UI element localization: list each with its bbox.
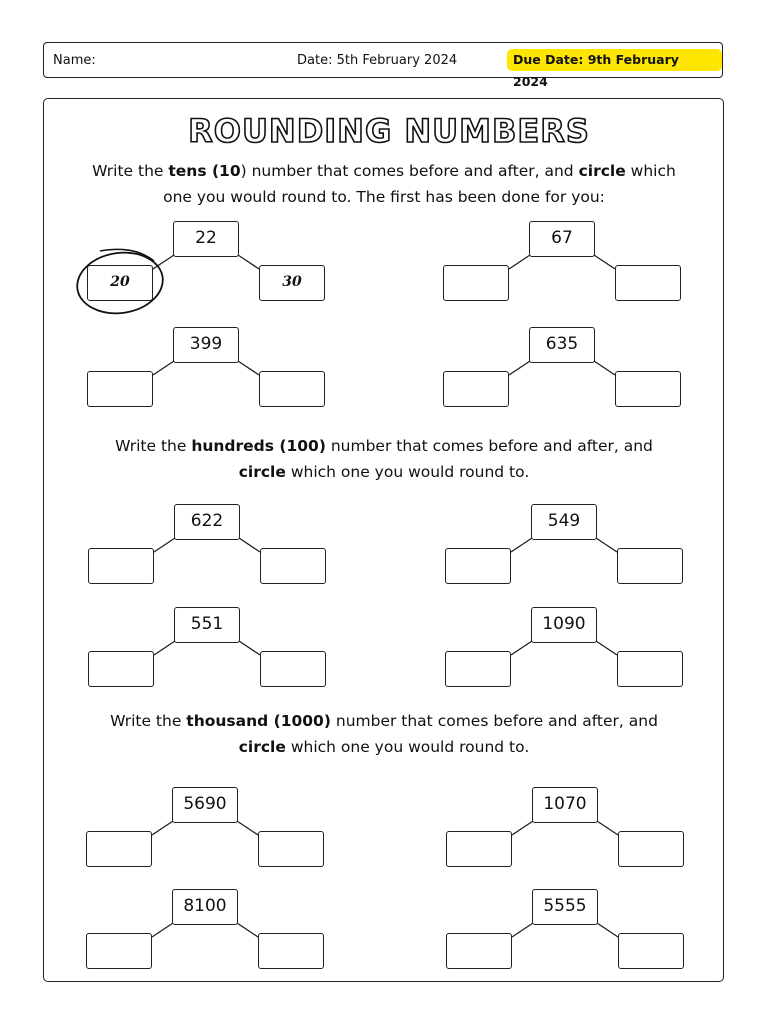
before-answer [443,371,509,407]
rounding-tree [88,607,328,697]
before-answer [443,265,509,301]
before-answer: 20 [110,274,130,290]
instr-text: number that comes before and after, and [330,712,658,730]
date-label: Date: 5th February 2024 [297,53,458,68]
after-answer [618,831,684,867]
rounding-tree [443,221,683,311]
number-value: 5690 [183,794,227,814]
after-answer [615,265,681,301]
number-value: 1070 [543,794,587,814]
rounding-tree [443,327,683,417]
before-answer [88,651,154,687]
instr-text: number that comes before and after, and [325,437,653,455]
rounding-tree [445,504,685,594]
rounding-tree [446,787,686,877]
rounding-tree [87,221,327,311]
before-answer [86,831,152,867]
number-value: 22 [195,228,217,248]
instruction-hundreds [90,433,678,485]
rounding-tree [86,787,326,877]
before-answer [446,933,512,969]
instr-text: Write the [110,712,187,730]
before-answer [87,371,153,407]
rounding-tree [86,889,326,979]
worksheet-title [0,106,768,152]
after-answer [258,933,324,969]
instr-bold: hundreds (100) [191,437,326,455]
before-answer [88,548,154,584]
instruction-tens [90,158,678,210]
before-answer [86,933,152,969]
instr-bold: thousand (1000) [186,712,331,730]
instr-bold: circle [238,738,286,756]
number-value: 8100 [183,896,227,916]
number-value: 1090 [542,614,586,634]
after-answer [258,831,324,867]
after-answer [260,651,326,687]
instr-text: which one you would round to. The first has been done for you: [163,162,676,206]
name-field-label[interactable]: Name: [53,53,96,68]
instr-bold: circle [238,463,286,481]
rounded-choice-circle [87,221,327,331]
instruction-thousands [90,708,678,760]
instr-text: Write the [115,437,192,455]
before-answer [445,651,511,687]
number-value: 67 [551,228,573,248]
student-info-bar [43,42,723,89]
rounding-tree [446,889,686,979]
rounding-tree [88,504,328,594]
instr-bold: circle [578,162,626,180]
instr-text: Write the [92,162,169,180]
instr-text: which one you would round to. [285,463,530,481]
instr-text: ) number that comes before and after, and [240,162,579,180]
after-answer [260,548,326,584]
number-value: 549 [547,511,581,531]
rounding-tree [87,327,327,417]
before-answer [445,548,511,584]
after-answer [617,651,683,687]
rounding-tree [445,607,685,697]
after-answer [617,548,683,584]
number-value: 635 [545,334,579,354]
number-value: 5555 [543,896,587,916]
after-answer: 30 [282,274,302,290]
after-answer [615,371,681,407]
after-answer [618,933,684,969]
after-answer [259,371,325,407]
due-date-badge: Due Date: 9th February 2024 [507,49,722,71]
number-value: 622 [190,511,224,531]
before-answer [446,831,512,867]
instr-bold: tens (10 [168,162,241,180]
instr-text: which one you would round to. [285,738,530,756]
title-outline-text: ROUNDING NUMBERS [188,112,590,150]
number-value: 551 [190,614,224,634]
number-value: 399 [189,334,223,354]
